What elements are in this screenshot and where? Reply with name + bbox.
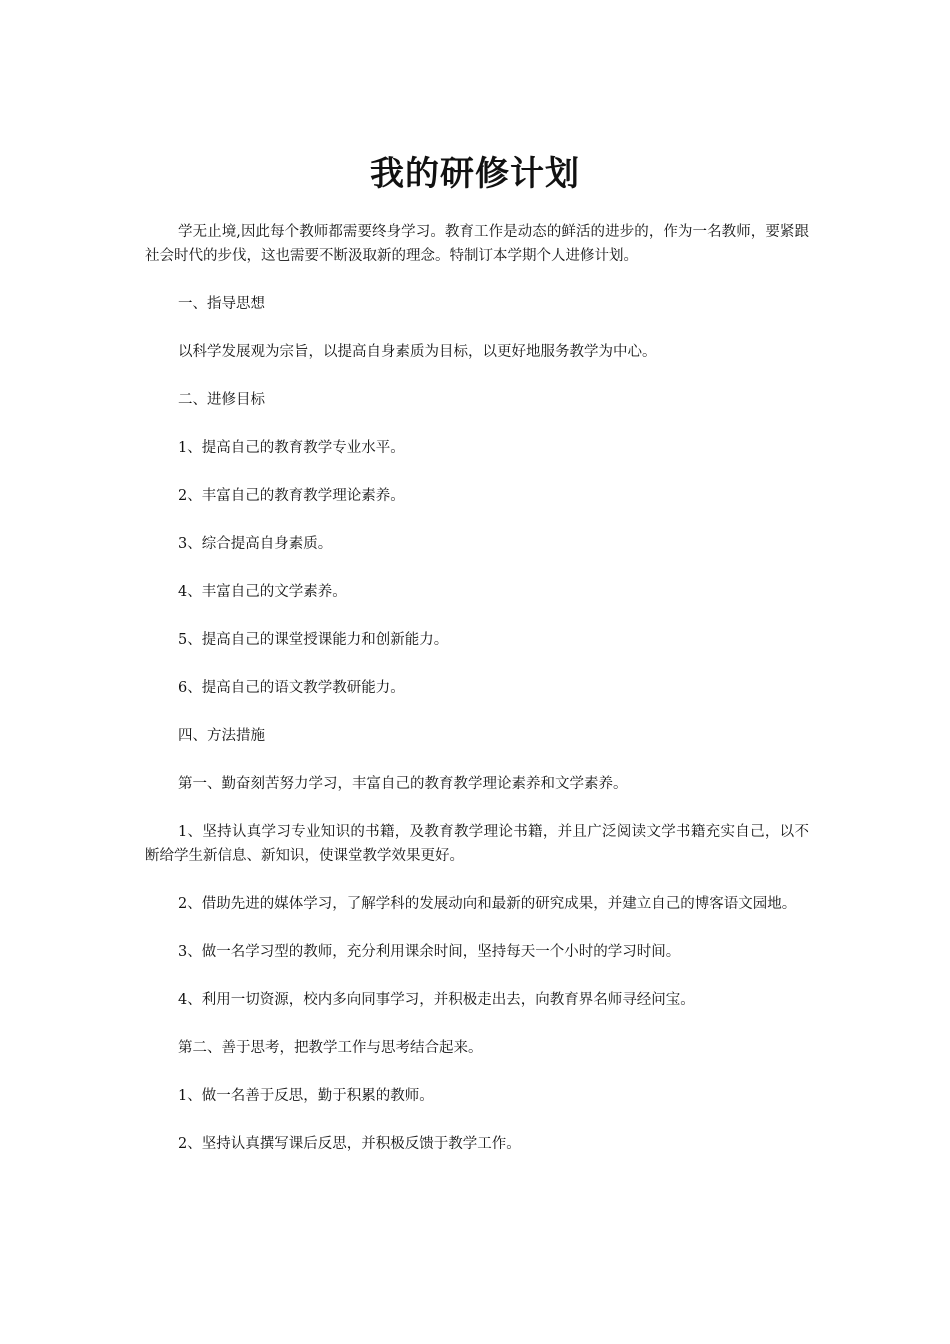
subheading-method-1: 第一、勤奋刻苦努力学习，丰富自己的教育教学理论素养和文学素养。 [178,776,628,792]
heading-guiding-thought: 一、指导思想 [178,296,265,312]
subheading-method-2: 第二、善于思考，把教学工作与思考结合起来。 [178,1040,483,1056]
list-item-goal-1: 1、提高自己的教育教学专业水平。 [178,440,405,456]
list-item-method-2-2: 2、坚持认真撰写课后反思，并积极反馈于教学工作。 [178,1136,521,1152]
document-title: 我的研修计划 [370,154,580,194]
list-item-method-2-1: 1、做一名善于反思，勤于积累的教师。 [178,1088,434,1104]
list-item-method-1-2: 2、借助先进的媒体学习，了解学科的发展动向和最新的研究成果，并建立自己的博客语文园地。 [178,896,797,912]
paragraph-guiding-thought: 以科学发展观为宗旨，以提高自身素质为目标，以更好地服务教学为中心。 [178,344,657,360]
list-item-method-1-3: 3、做一名学习型的教师，充分利用课余时间，坚持每天一个小时的学习时间。 [178,944,681,960]
paragraph-intro: 学无止境,因此每个教师都需要终身学习。教育工作是动态的鲜活的进步的，作为一名教师，要紧跟社会时代的步伐，这也需要不断汲取新的理念。特制订本学期个人进修计划。 [145,224,809,264]
list-item-goal-3: 3、综合提高自身素质。 [178,536,333,552]
list-item-goal-5: 5、提高自己的课堂授课能力和创新能力。 [178,632,449,648]
list-item-goal-4: 4、丰富自己的文学素养。 [178,584,347,600]
list-item-method-1-4: 4、利用一切资源，校内多向同事学习，并积极走出去，向教育界名师寻经问宝。 [178,992,695,1008]
document-body [145,220,809,1180]
list-item-goal-2: 2、丰富自己的教育教学理论素养。 [178,488,405,504]
list-item-method-1-1: 1、坚持认真学习专业知识的书籍，及教育教学理论书籍，并且广泛阅读文学书籍充实自己，以不断给学生新信息、新知识，使课堂教学效果更好。 [145,824,809,864]
heading-goals: 二、进修目标 [178,392,265,408]
heading-methods: 四、方法措施 [178,728,265,744]
list-item-goal-6: 6、提高自己的语文教学教研能力。 [178,680,405,696]
